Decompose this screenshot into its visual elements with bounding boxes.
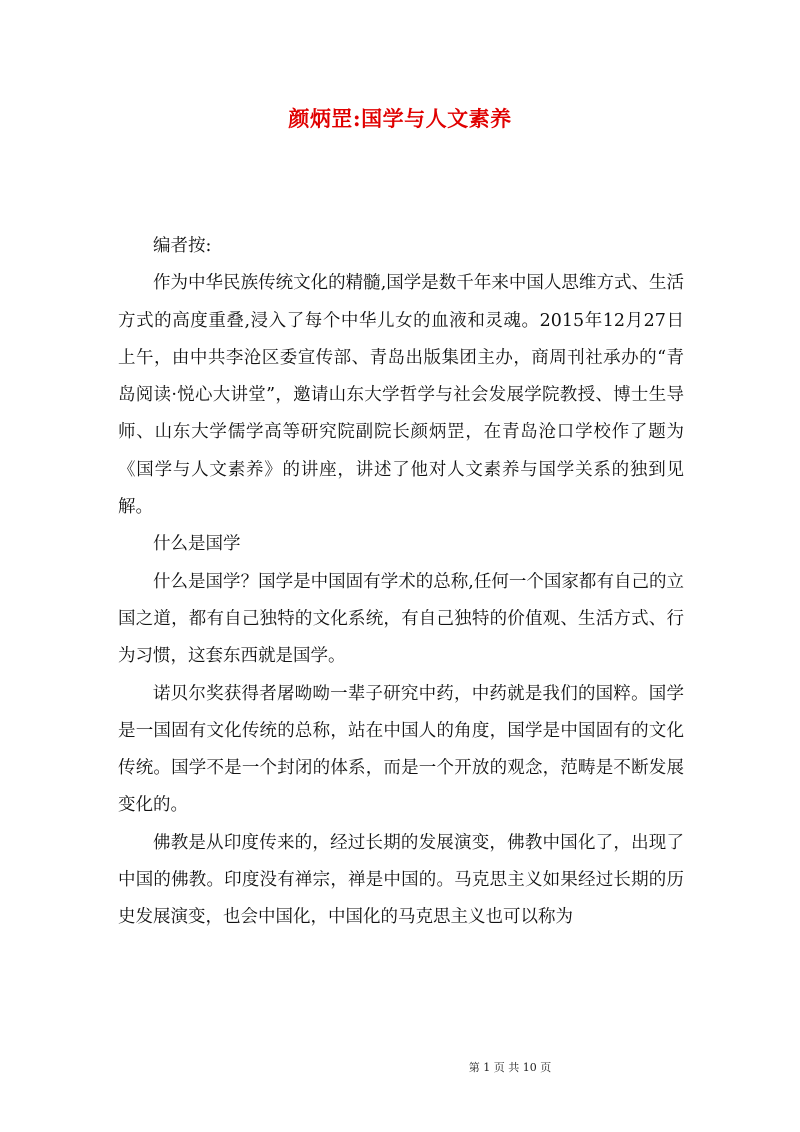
editor-note-label: 编者按: [153,236,212,256]
paragraph: 什么是国学？国学是中国固有学术的总称,任何一个国家都有自己的立国之道，都有自己独特的文化系统，有自己独特的价值观、生活方式、行为习惯，这套东西就是国学。 [118,571,684,667]
paragraph: 佛教是从印度传来的，经过长期的发展演变，佛教中国化了，出现了中国的佛教。印度没有禅宗，禅是中国的。马克思主义如果经过长期的历史发展演变，也会中国化，中国化的马克思主义也可以称为 [118,832,684,928]
page-footer: 第 1 页 共 10 页 [468,1061,552,1074]
section-heading: 什么是国学 [153,534,241,555]
document-title: 颜炳罡:国学与人文素养 [288,106,512,131]
document-body [118,228,684,937]
paragraph: 作为中华民族传统文化的精髓,国学是数千年来中国人思维方式、生活方式的高度重叠,浸入了每个中华儿女的血液和灵魂。2015年12月27日上午，由中共李沧区委宣传部、青岛出版集团主办，商周刊社承办的“青岛阅读·悦心大讲堂”，邀请山东大学哲学与社会发展学院教授、博士生导师、山东大学儒学高等研究院副院长颜炳罡，在青岛沧口学校作了题为《国学与人文素养》的讲座，讲述了他对人文素养与国学关系的独到见解。 [118,273,684,518]
paragraph: 诺贝尔奖获得者屠呦呦一辈子研究中药，中药就是我们的国粹。国学是一国固有文化传统的总称，站在中国人的角度，国学是中国固有的文化传统。国学不是一个封闭的体系，而是一个开放的观念，范畴是不断发展变化的。 [118,683,684,816]
